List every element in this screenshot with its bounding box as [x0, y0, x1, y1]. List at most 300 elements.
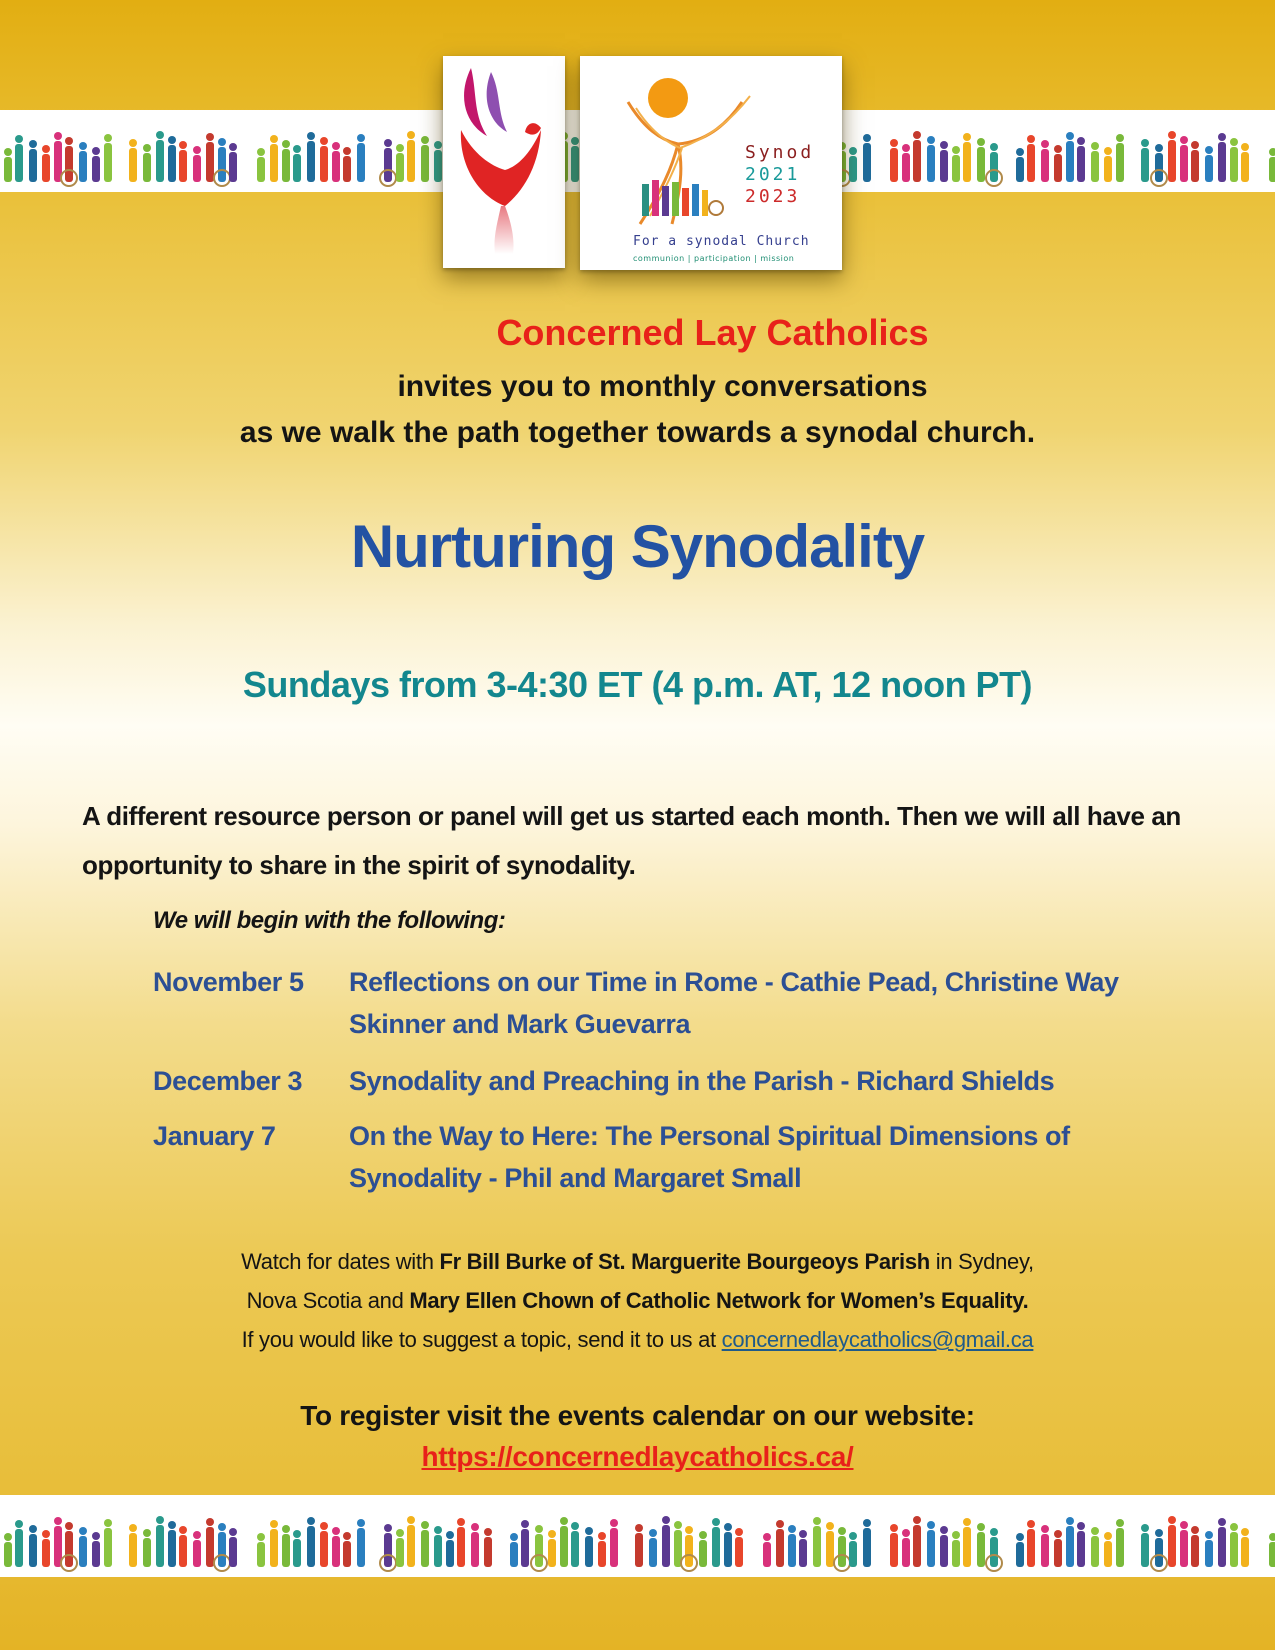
walking-figure [307, 141, 315, 182]
note-line-3 [0, 1327, 1275, 1353]
walking-figure-head [1054, 145, 1062, 153]
walking-figure [143, 1538, 151, 1567]
walking-figure-head [104, 134, 112, 142]
event-schedule: Sundays from 3-4:30 ET (4 p.m. AT, 12 noon PT) [242, 664, 1033, 705]
walking-figure [156, 140, 164, 182]
walking-figure-head [307, 1517, 315, 1525]
walking-figure [484, 1537, 492, 1567]
walking-figure [434, 150, 442, 182]
walking-figure [1141, 148, 1149, 182]
walking-figure-head [1230, 1523, 1238, 1531]
walking-figure [610, 1528, 618, 1567]
walking-figure [1016, 157, 1024, 182]
walking-figure [1104, 1541, 1112, 1567]
holy-spirit-flame-icon [443, 56, 565, 268]
walking-figure [699, 1540, 707, 1567]
walking-figure-head [838, 1527, 846, 1535]
walking-figure [65, 146, 73, 182]
walking-figure-head [1205, 1531, 1213, 1539]
walking-figure [257, 157, 265, 182]
walking-figure [421, 145, 429, 182]
walking-figure [229, 152, 237, 182]
walking-figure-head [1027, 1520, 1035, 1528]
walking-figure-head [1241, 143, 1249, 151]
walking-figure-head [4, 1533, 12, 1541]
walking-figure-head [129, 139, 137, 147]
walking-figure-head [560, 1517, 568, 1525]
walking-figure-head [396, 1529, 404, 1537]
walking-figure-head [42, 145, 50, 153]
walking-figure [571, 1531, 579, 1567]
walking-figure [813, 1526, 821, 1567]
walking-figure-head [407, 1516, 415, 1524]
walking-figure-head [1041, 140, 1049, 148]
walking-figure-head [863, 1519, 871, 1527]
walking-figure-head [343, 1532, 351, 1540]
walking-figure-head [79, 142, 87, 150]
walking-figure-head [735, 1528, 743, 1536]
organization-name: Concerned Lay Catholics [496, 312, 929, 353]
synod-logo-line-3: 2023 [745, 186, 801, 207]
walking-figure [826, 1531, 834, 1567]
walking-figure-head [1104, 1532, 1112, 1540]
email-link[interactable]: concernedlaycatholics@gmail.ca [721, 1327, 1034, 1352]
walking-figure-head [1168, 131, 1176, 139]
walking-figure [92, 156, 100, 182]
walking-figure [763, 1542, 771, 1567]
walking-figure-head [143, 144, 151, 152]
walking-figure-head [396, 144, 404, 152]
walking-figure-head [65, 137, 73, 145]
walking-figure [1241, 152, 1249, 182]
walking-figure-head [1091, 142, 1099, 150]
note-text: Nova Scotia and [246, 1288, 410, 1313]
walking-figure [15, 1529, 23, 1567]
walking-figure-head [29, 1525, 37, 1533]
walking-figure-head [332, 1527, 340, 1535]
people-figures-bottom [0, 1495, 1275, 1577]
walking-figure [510, 1542, 518, 1567]
walking-figure [913, 140, 921, 182]
walking-figure-head [257, 148, 265, 156]
walking-figure-head [92, 147, 100, 155]
walking-figure-head [763, 1533, 771, 1541]
walking-figure-head [320, 137, 328, 145]
walking-figure-head [156, 131, 164, 139]
session-title: On the Way to Here: The Personal Spiritual Dimensions of Synodality - Phil and Margaret Small [349, 1121, 1070, 1193]
note-highlight: Fr Bill Burke of St. Marguerite Bourgeoys Parish [439, 1249, 930, 1274]
walking-figure [434, 1535, 442, 1567]
people-border-bottom [0, 1495, 1275, 1577]
walking-figure [1027, 1529, 1035, 1567]
walking-figure-head [940, 1526, 948, 1534]
walking-figure [649, 1538, 657, 1567]
synod-logo-subtitle: communion | participation | mission [633, 254, 795, 263]
walking-figure [168, 145, 176, 182]
walking-figure [293, 1539, 301, 1567]
walking-figure [1168, 140, 1176, 182]
walking-figure-head [913, 131, 921, 139]
walking-figure-head [293, 145, 301, 153]
walking-figure-head [674, 1521, 682, 1529]
intro-paragraph: A different resource person or panel will get us started each month. Then we will all have an opportunity to share in the spirit of synodality. [82, 801, 1181, 880]
walking-figure [1091, 1536, 1099, 1567]
note-text: If you would like to suggest a topic, send it to us at [241, 1327, 722, 1352]
walking-figure-head [510, 1533, 518, 1541]
walking-figure [548, 1539, 556, 1567]
walking-figure-head [1066, 132, 1074, 140]
walking-figure [407, 140, 415, 182]
walking-figure [179, 150, 187, 182]
walking-figure-head [218, 138, 226, 146]
walking-figure [1077, 146, 1085, 182]
walking-figure-head [193, 146, 201, 154]
synod-logo-line-2: 2021 [745, 164, 801, 185]
walking-figure [1066, 1526, 1074, 1567]
walking-figure [332, 1536, 340, 1567]
walking-figure [890, 148, 898, 182]
note-text: Watch for dates with [241, 1249, 440, 1274]
walking-figure-head [1155, 1529, 1163, 1537]
walking-figure-head [1230, 138, 1238, 146]
walking-figure [168, 1530, 176, 1567]
walking-figure [1155, 1538, 1163, 1567]
walking-figure-head [434, 1526, 442, 1534]
walking-figure-head [685, 1526, 693, 1534]
walking-figure [343, 156, 351, 182]
walking-figure [1091, 151, 1099, 182]
walking-figure [1230, 147, 1238, 182]
walking-figure-head [1269, 1533, 1275, 1541]
walking-figure [990, 1537, 998, 1567]
walking-figure-head [206, 133, 214, 141]
walking-figure-head [1218, 1518, 1226, 1526]
walking-figure [179, 1535, 187, 1567]
walking-figure [332, 151, 340, 182]
walking-figure [15, 144, 23, 182]
walking-figure [282, 149, 290, 182]
walking-figure-head [927, 136, 935, 144]
walking-figure-head [635, 1524, 643, 1532]
walking-figure [1016, 1542, 1024, 1567]
walking-figure-head [1077, 137, 1085, 145]
walking-figure [129, 148, 137, 182]
note-line-2 [0, 1288, 1275, 1314]
walking-figure [270, 144, 278, 182]
walking-figure [206, 1527, 214, 1567]
walking-figure-head [963, 133, 971, 141]
walking-figure-head [535, 1525, 543, 1533]
walking-figure-head [1091, 1527, 1099, 1535]
walking-figure [104, 143, 112, 182]
walking-figure [1205, 155, 1213, 182]
walking-figure [320, 1531, 328, 1567]
walking-figure-head [977, 1523, 985, 1531]
walking-figure-head [1141, 139, 1149, 147]
walking-figure-head [357, 1519, 365, 1527]
walking-figure [990, 152, 998, 182]
walking-figure-head [1116, 1519, 1124, 1527]
walking-figure-head [15, 135, 23, 143]
synod-logo [580, 56, 842, 270]
note-highlight: Mary Ellen Chown of Catholic Network for Women’s Equality. [409, 1288, 1029, 1313]
walking-figure [1027, 144, 1035, 182]
walking-figure [257, 1542, 265, 1567]
walking-figure-head [343, 147, 351, 155]
walking-figure-head [193, 1531, 201, 1539]
walking-figure-head [849, 1532, 857, 1540]
walking-figure [635, 1533, 643, 1567]
walking-figure-head [471, 1523, 479, 1531]
walking-figure-head [457, 1518, 465, 1526]
event-title: Nurturing Synodality [350, 513, 925, 580]
invite-line-1: invites you to monthly conversations [397, 370, 928, 403]
walking-figure-head [890, 139, 898, 147]
walking-figure [29, 149, 37, 182]
walking-figure [1155, 153, 1163, 182]
walking-figure [963, 142, 971, 182]
session-date: January 7 [153, 1121, 276, 1151]
walking-figure [307, 1526, 315, 1567]
walking-figure [79, 151, 87, 182]
walking-figure-head [65, 1522, 73, 1530]
walking-figure-head [863, 134, 871, 142]
walking-figure-head [257, 1533, 265, 1541]
invite-line-2: as we walk the path together towards a synodal church. [239, 416, 1036, 449]
walking-figure [1041, 1534, 1049, 1567]
walking-figure-head [1116, 134, 1124, 142]
walking-figure-head [282, 140, 290, 148]
walking-figure [4, 1542, 12, 1567]
walking-figure [1180, 145, 1188, 182]
walking-figure [735, 1537, 743, 1567]
walking-figure-head [384, 1524, 392, 1532]
walking-figure [977, 1532, 985, 1567]
walking-figure [913, 1525, 921, 1567]
walking-figure-head [1077, 1522, 1085, 1530]
walking-figure [1269, 157, 1275, 182]
session-title: Reflections on our Time in Rome - Cathie Pead, Christine Way Skinner and Mark Guevarra [349, 967, 1119, 1039]
walking-figure [320, 146, 328, 182]
walking-figure [863, 143, 871, 182]
walking-figure-head [168, 1521, 176, 1529]
walking-figure [849, 1541, 857, 1567]
walking-figure [471, 1532, 479, 1567]
walking-figure [521, 1529, 529, 1567]
walking-figure [1054, 1539, 1062, 1567]
walking-figure [79, 1536, 87, 1567]
walking-figure [1241, 1537, 1249, 1567]
walking-figure [940, 150, 948, 182]
walking-figure-head [1155, 144, 1163, 152]
website-link[interactable]: https://concernedlaycatholics.ca/ [421, 1441, 854, 1472]
synod-logo-line-1: Synod [745, 142, 815, 163]
walking-figure [193, 1540, 201, 1567]
walking-figure-head [218, 1523, 226, 1531]
walking-figure-head [927, 1521, 935, 1529]
note-line-1 [0, 1249, 1275, 1275]
walking-figure [293, 154, 301, 182]
walking-figure-head [29, 140, 37, 148]
walking-figure [776, 1529, 784, 1567]
walking-figure-head [79, 1527, 87, 1535]
walking-figure-head [977, 138, 985, 146]
walking-figure-head [4, 148, 12, 156]
walking-figure [421, 1530, 429, 1567]
walking-figure [662, 1525, 670, 1567]
walking-figure [343, 1541, 351, 1567]
walking-figure-head [1041, 1525, 1049, 1533]
walking-figure [1269, 1542, 1275, 1567]
walking-figure [1104, 156, 1112, 182]
walking-figure-head [940, 141, 948, 149]
walking-figure-head [610, 1519, 618, 1527]
walking-figure-head [913, 1516, 921, 1524]
walking-figure-head [724, 1523, 732, 1531]
note-text: in Sydney, [929, 1249, 1034, 1274]
walking-figure [585, 1536, 593, 1567]
walking-figure [1205, 1540, 1213, 1567]
walking-figure-head [484, 1528, 492, 1536]
walking-figure-head [42, 1530, 50, 1538]
walking-figure-head [849, 147, 857, 155]
walking-figure [357, 143, 365, 182]
walking-figure-head [54, 1517, 62, 1525]
walking-figure [1116, 1528, 1124, 1567]
walking-figure-head [585, 1527, 593, 1535]
walking-figure-head [92, 1532, 100, 1540]
walking-figure [407, 1525, 415, 1567]
walking-figure [788, 1534, 796, 1567]
walking-figure [849, 156, 857, 182]
walking-figure [396, 153, 404, 182]
walking-figure-head [179, 1526, 187, 1534]
walking-figure [1066, 141, 1074, 182]
walking-figure-head [813, 1517, 821, 1525]
walking-figure [193, 155, 201, 182]
walking-figure-head [662, 1516, 670, 1524]
walking-figure-head [54, 132, 62, 140]
synod-logo-tagline: For a synodal Church [633, 234, 810, 249]
walking-figure-head [990, 143, 998, 151]
walking-figure-head [15, 1520, 23, 1528]
walking-figure-head [799, 1530, 807, 1538]
walking-figure [1054, 154, 1062, 182]
walking-figure [685, 1535, 693, 1567]
walking-figure [104, 1528, 112, 1567]
walking-figure [42, 1539, 50, 1567]
walking-figure [598, 1541, 606, 1567]
walking-figure [1180, 1530, 1188, 1567]
walking-figure-head [1269, 148, 1275, 156]
walking-figure-head [712, 1518, 720, 1526]
walking-figure-head [1104, 147, 1112, 155]
walking-figure-head [699, 1531, 707, 1539]
walking-figure-head [156, 1516, 164, 1524]
walking-figure-head [1066, 1517, 1074, 1525]
flame-logo [443, 56, 565, 268]
walking-figure-head [1191, 141, 1199, 149]
walking-figure-head [902, 1529, 910, 1537]
begin-label: We will begin with the following: [153, 907, 506, 934]
walking-figure [863, 1528, 871, 1567]
walking-figure-head [826, 1522, 834, 1530]
walking-figure [890, 1533, 898, 1567]
walking-figure-head [168, 136, 176, 144]
walking-figure [29, 1534, 37, 1567]
walking-figure-head [1180, 136, 1188, 144]
walking-figure [1218, 142, 1226, 182]
walking-figure-head [1168, 1516, 1176, 1524]
walking-figure [1168, 1525, 1176, 1567]
session-item [153, 1115, 1113, 1205]
walking-figure-head [902, 144, 910, 152]
walking-figure-head [307, 132, 315, 140]
walking-figure-head [1141, 1524, 1149, 1532]
walking-figure-head [143, 1529, 151, 1537]
walking-figure [1041, 149, 1049, 182]
walking-figure [384, 1533, 392, 1567]
walking-figure-head [104, 1519, 112, 1527]
walking-figure [1077, 1531, 1085, 1567]
walking-figure [92, 1541, 100, 1567]
walking-figure [963, 1527, 971, 1567]
walking-figure [282, 1534, 290, 1567]
walking-figure [4, 157, 12, 182]
walking-figure-head [357, 134, 365, 142]
walking-figure [143, 153, 151, 182]
walking-figure-head [788, 1525, 796, 1533]
walking-figure-head [1205, 146, 1213, 154]
session-item [153, 961, 1119, 1051]
walking-figure [560, 1526, 568, 1567]
walking-figure [1191, 150, 1199, 182]
walking-figure-head [179, 141, 187, 149]
session-date: November 5 [153, 967, 304, 997]
walking-figure-head [1180, 1521, 1188, 1529]
walking-figure-head [571, 1522, 579, 1530]
walking-figure [1218, 1527, 1226, 1567]
walking-figure [1230, 1532, 1238, 1567]
walking-figure [724, 1532, 732, 1567]
walking-figure-head [229, 143, 237, 151]
walking-figure-head [434, 141, 442, 149]
session-date: December 3 [153, 1066, 303, 1096]
walking-figure-head [282, 1525, 290, 1533]
walking-figure [270, 1529, 278, 1567]
walking-figure [384, 148, 392, 182]
walking-figure-head [270, 1520, 278, 1528]
walking-figure [902, 1538, 910, 1567]
walking-figure-head [1241, 1528, 1249, 1536]
walking-figure [1116, 143, 1124, 182]
walking-figure-head [229, 1528, 237, 1536]
walking-figure [218, 147, 226, 182]
walking-figure-head [521, 1520, 529, 1528]
walking-figure-head [1016, 1533, 1024, 1541]
walking-figure-head [1218, 133, 1226, 141]
walking-figure [952, 155, 960, 182]
walking-figure [396, 1538, 404, 1567]
walking-figure [1141, 1533, 1149, 1567]
walking-figure [229, 1537, 237, 1567]
walking-figure-head [890, 1524, 898, 1532]
walking-figure-head [776, 1520, 784, 1528]
walking-figure [357, 1528, 365, 1567]
walking-figure [571, 146, 579, 182]
walking-figure-head [421, 136, 429, 144]
walking-figure-head [963, 1518, 971, 1526]
